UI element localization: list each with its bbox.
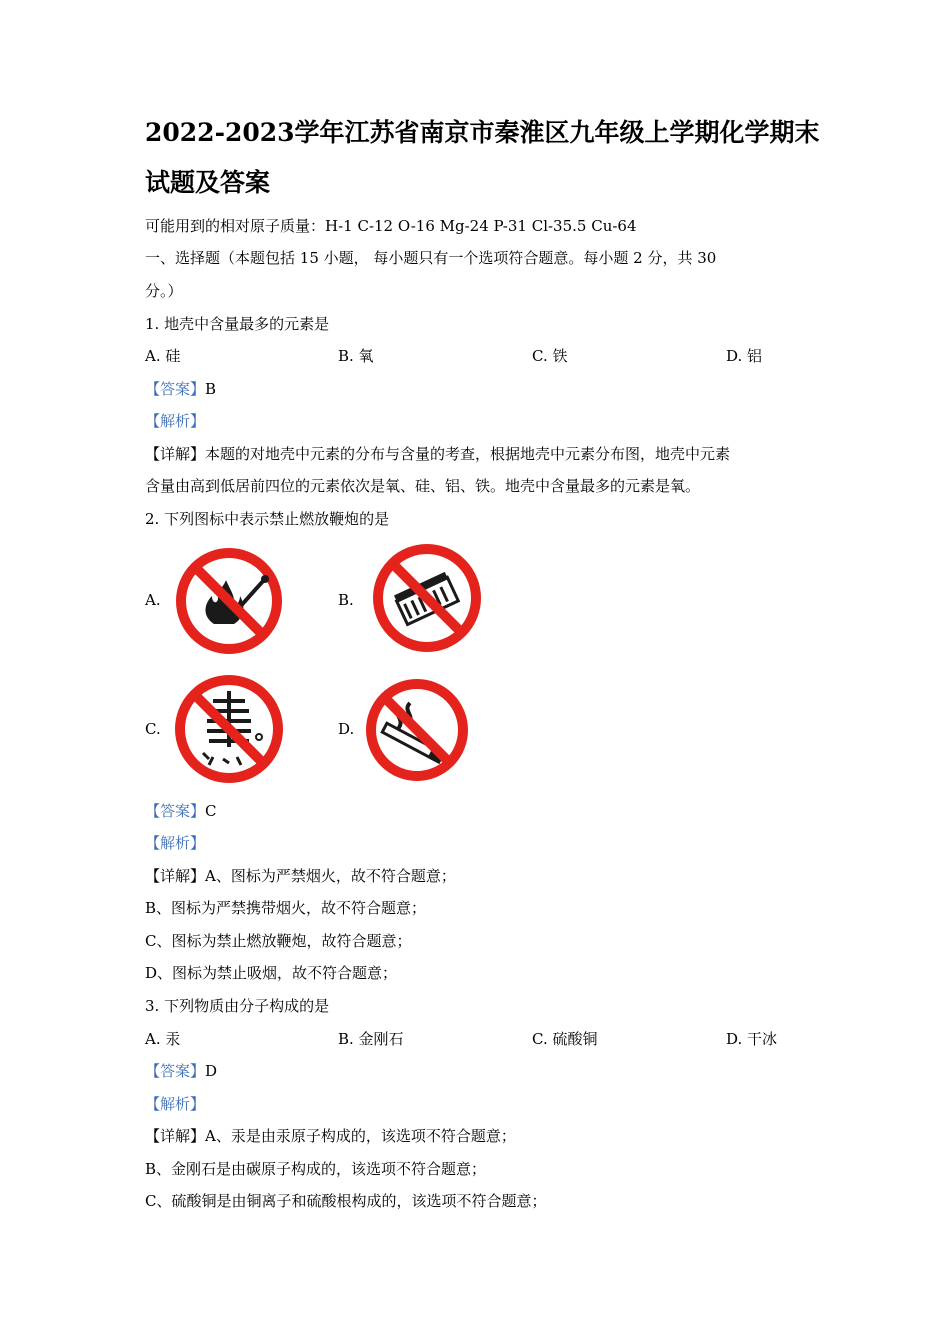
q3-analysis-tag: 【解析】 [145, 1095, 206, 1113]
detail-tag: 【详解】 [145, 867, 206, 885]
answer-tag: 【答案】 [145, 380, 206, 398]
q1-detail-text: 本题的对地壳中元素的分布与含量的考查，根据地壳中元素分布图，地壳中元素 [205, 445, 731, 463]
answer-tag: 【答案】 [145, 802, 206, 820]
q1-answer-value: B [205, 380, 217, 398]
document-title-line1: 2022-2023学年江苏省南京市秦淮区九年级上学期化学期末 [145, 118, 820, 147]
q2-detail-text: A、图标为严禁烟火，故不符合题意； [205, 867, 456, 885]
q2-analysis-tag: 【解析】 [145, 834, 206, 852]
q3-answer [145, 1059, 217, 1083]
q2-option-a-label: A. [145, 591, 161, 609]
q2-detail-line4: D、图标为禁止吸烟，故不符合题意； [145, 964, 398, 982]
q3-answer-value: D [205, 1062, 218, 1080]
q1-detail-line2: 含量由高到低居前四位的元素依次是氧、硅、铝、铁。地壳中含量最多的元素是氧。 [145, 477, 701, 495]
no-fire-sign-icon [174, 546, 284, 656]
no-firecrackers-sign-icon [173, 673, 285, 785]
no-matches-sign-icon [371, 542, 483, 654]
q2-detail-line2: B、图标为严禁携带烟火，故不符合题意； [145, 899, 427, 917]
no-smoking-sign-icon [364, 677, 470, 783]
q2-detail-line3: C、图标为禁止燃放鞭炮，故符合题意； [145, 932, 412, 950]
q2-option-d-label: D. [338, 720, 355, 738]
section-heading-line1: 一、选择题（本题包括 15 小题， 每小题只有一个选项符合题意。每小题 2 分，共 30 [145, 249, 717, 267]
q2-option-c-label: C. [145, 720, 161, 738]
answer-tag: 【答案】 [145, 1062, 206, 1080]
document-title-line2: 试题及答案 [145, 168, 271, 197]
q3-detail-line2: B、金刚石是由碳原子构成的，该选项不符合题意； [145, 1160, 487, 1178]
q3-option-c: C. 硫酸铜 [532, 1030, 598, 1048]
q3-detail-line3: C、硫酸铜是由铜离子和硫酸根构成的，该选项不符合题意； [145, 1192, 547, 1210]
q2-option-b-label: B. [338, 591, 354, 609]
q3-option-b: B. 金刚石 [338, 1030, 404, 1048]
q1-detail-line1 [145, 442, 730, 466]
q3-option-d: D. 干冰 [726, 1030, 778, 1048]
q1-analysis-tag: 【解析】 [145, 412, 206, 430]
detail-tag: 【详解】 [145, 445, 206, 463]
q2-stem: 2. 下列图标中表示禁止燃放鞭炮的是 [145, 510, 390, 528]
q1-option-b: B. 氧 [338, 347, 374, 365]
q3-detail-text: A、汞是由汞原子构成的，该选项不符合题意； [205, 1127, 516, 1145]
q3-stem: 3. 下列物质由分子构成的是 [145, 997, 330, 1015]
q2-answer-value: C [205, 802, 217, 820]
atomic-masses: 可能用到的相对原子质量：H-1 C-12 O-16 Mg-24 P-31 Cl-35.5 Cu-64 [145, 217, 637, 235]
q1-stem: 1. 地壳中含量最多的元素是 [145, 315, 330, 333]
q1-answer [145, 377, 216, 401]
section-heading-line2: 分。） [145, 282, 183, 300]
q3-detail-line1 [145, 1124, 516, 1148]
detail-tag: 【详解】 [145, 1127, 206, 1145]
q1-option-d: D. 铝 [726, 347, 763, 365]
q1-option-a: A. 硅 [145, 347, 181, 365]
q1-option-c: C. 铁 [532, 347, 568, 365]
q3-option-a: A. 汞 [145, 1030, 181, 1048]
q2-answer [145, 799, 217, 823]
q2-detail-line1 [145, 864, 456, 888]
